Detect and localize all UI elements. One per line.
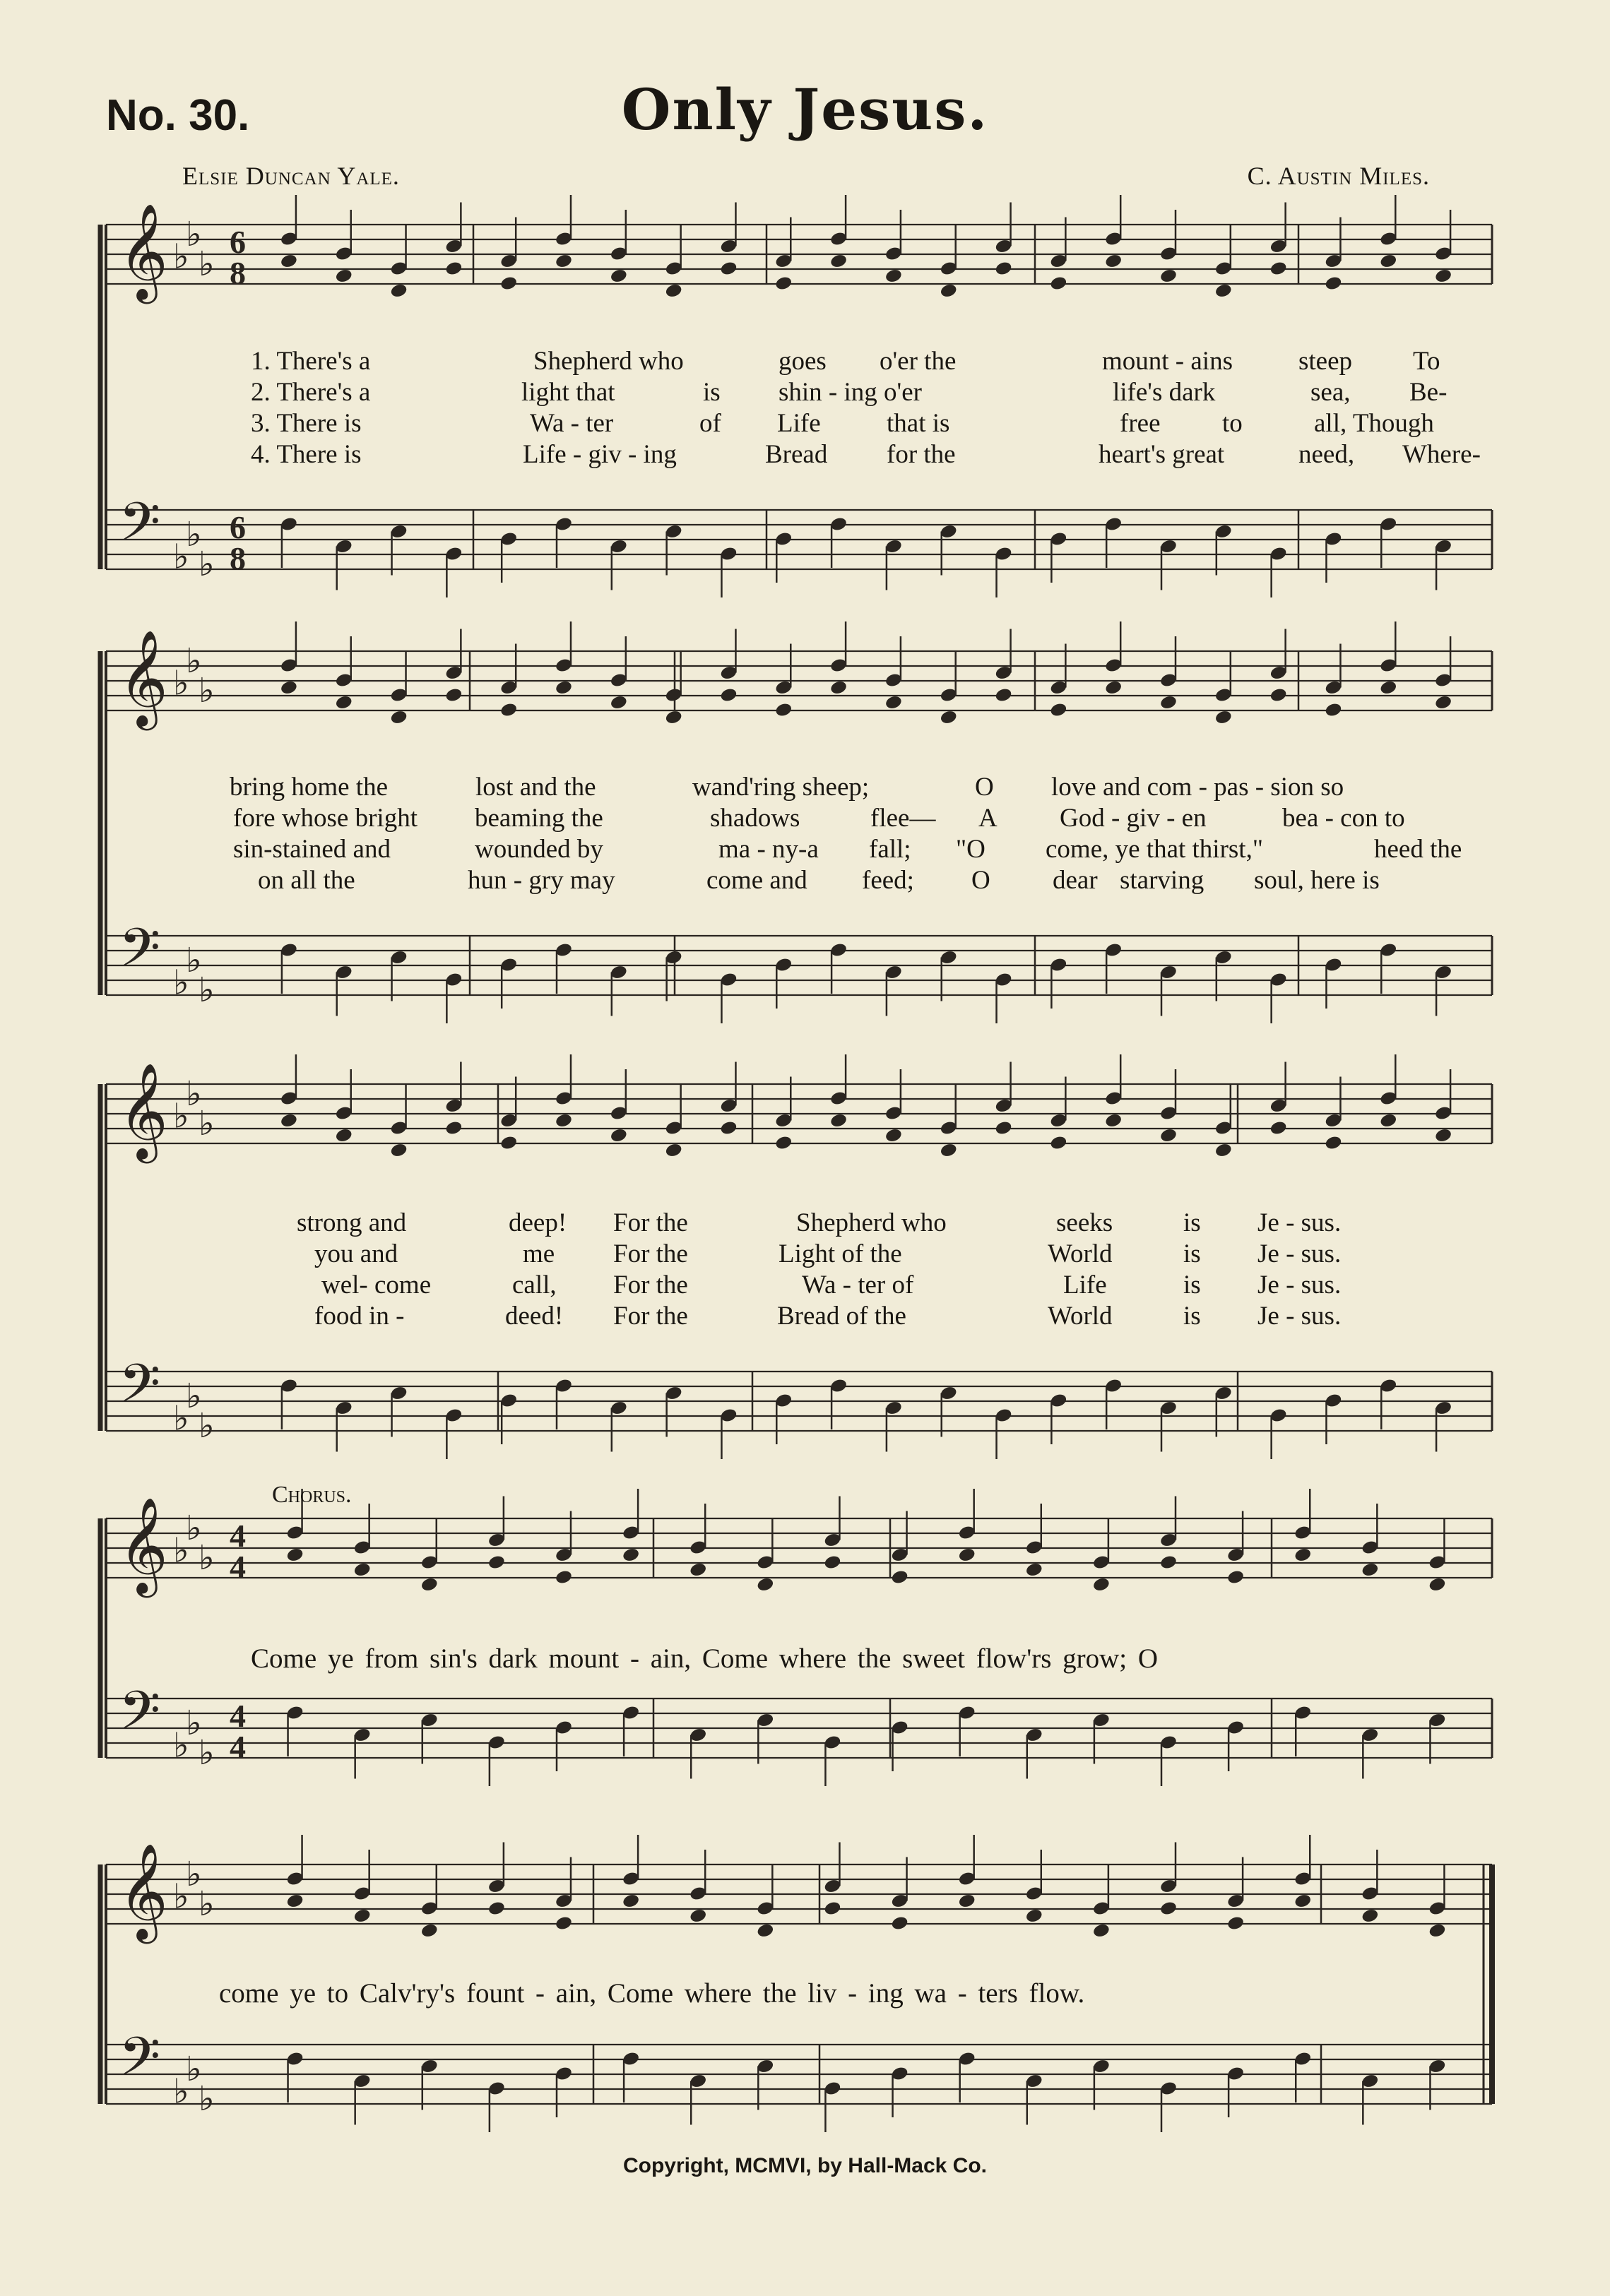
chorus-label: Chorus. xyxy=(272,1482,352,1508)
svg-text:♭: ♭ xyxy=(186,1703,202,1743)
svg-text:𝄢: 𝄢 xyxy=(119,1679,161,1755)
svg-text:♭: ♭ xyxy=(199,1884,215,1924)
svg-text:𝄞: 𝄞 xyxy=(119,202,168,299)
verse-4-line-1: 4. There is Life - giv - ing Bread for the heart's great need, Where- xyxy=(251,440,1481,469)
verse-3-line-3: wel- come call, For the Wa - ter of Life is Je - sus. xyxy=(321,1271,1342,1299)
svg-text:♭: ♭ xyxy=(199,545,215,584)
svg-text:♭: ♭ xyxy=(173,237,189,277)
hymn-title: Only Jesus. xyxy=(621,76,989,143)
svg-text:♭: ♭ xyxy=(186,1376,202,1416)
verse-1-line-3: strong and deep! For the Shepherd who seeks is Je - sus. xyxy=(297,1208,1342,1237)
svg-text:𝄢: 𝄢 xyxy=(119,491,161,566)
svg-text:♭: ♭ xyxy=(186,2050,202,2089)
svg-text:♭: ♭ xyxy=(199,1104,215,1143)
svg-text:♭: ♭ xyxy=(186,941,202,980)
verse-2-line-2: fore whose bright beaming the shadows flee— A God - giv - en bea - con to xyxy=(233,804,1405,833)
verse-4-line-3: food in - deed! For the Bread of the World is Je - sus. xyxy=(314,1302,1342,1331)
svg-text:♭: ♭ xyxy=(173,663,189,703)
hymn-number: No. 30. xyxy=(106,91,250,140)
svg-text:♭: ♭ xyxy=(186,215,202,254)
svg-text:4: 4 xyxy=(230,1729,246,1765)
svg-text:4: 4 xyxy=(230,1518,246,1554)
svg-text:4: 4 xyxy=(230,1549,246,1585)
svg-text:♭: ♭ xyxy=(173,537,189,577)
svg-text:♭: ♭ xyxy=(173,1725,189,1766)
copyright-notice: Copyright, MCMVI, by Hall-Mack Co. xyxy=(622,2154,988,2177)
svg-text:♭: ♭ xyxy=(173,2071,189,2112)
verse-1-line-1: 1. There's a Shepherd who goes o'er the mount - ains steep To xyxy=(251,347,1440,376)
svg-text:4: 4 xyxy=(230,1698,246,1734)
svg-text:♭: ♭ xyxy=(199,1406,215,1446)
svg-text:𝄢: 𝄢 xyxy=(119,2026,161,2101)
svg-text:♭: ♭ xyxy=(186,515,202,554)
svg-text:♭: ♭ xyxy=(186,641,202,681)
svg-text:♭: ♭ xyxy=(173,1398,189,1439)
svg-text:♭: ♭ xyxy=(173,1096,189,1136)
svg-text:♭: ♭ xyxy=(199,970,215,1010)
svg-text:♭: ♭ xyxy=(199,2079,215,2119)
svg-text:𝄞: 𝄞 xyxy=(119,629,168,726)
svg-text:♭: ♭ xyxy=(199,1538,215,1578)
svg-text:𝄞: 𝄞 xyxy=(119,1061,168,1159)
svg-text:𝄢: 𝄢 xyxy=(119,1352,161,1428)
verse-4-line-2: on all the hun - gry may come and feed; O dear starving soul, here is xyxy=(258,866,1380,895)
chorus-line-1: Come ye from sin's dark mount - ain, Come where the sweet flow'rs grow; O xyxy=(251,1643,1159,1674)
svg-text:♭: ♭ xyxy=(173,963,189,1003)
svg-text:𝄢: 𝄢 xyxy=(119,917,161,992)
lyricist-credit: Elsie Duncan Yale. xyxy=(182,162,400,190)
svg-text:♭: ♭ xyxy=(199,671,215,710)
verse-3-line-1: 3. There is Wa - ter of Life that is free to all, Though xyxy=(251,409,1434,438)
svg-text:♭: ♭ xyxy=(173,1876,189,1917)
verse-2-line-1: 2. There's a light that is shin - ing o'er life's dark sea, Be- xyxy=(251,378,1448,407)
chorus-line-2: come ye to Calv'ry's fount - ain, Come where the liv - ing wa - ters flow. xyxy=(219,1978,1085,2009)
svg-text:♭: ♭ xyxy=(186,1074,202,1114)
svg-text:♭: ♭ xyxy=(199,1733,215,1773)
svg-text:8: 8 xyxy=(230,255,246,291)
composer-credit: C. Austin Miles. xyxy=(1247,162,1430,190)
svg-text:♭: ♭ xyxy=(173,1530,189,1571)
svg-text:6: 6 xyxy=(230,224,246,260)
verse-2-line-3: you and me For the Light of the World is Je - sus. xyxy=(314,1239,1342,1268)
svg-text:♭: ♭ xyxy=(186,1855,202,1894)
svg-text:𝄞: 𝄞 xyxy=(119,1496,168,1593)
verse-3-line-2: sin-stained and wounded by ma - ny-a fall; "O come, ye that thirst," heed the xyxy=(233,835,1462,864)
verse-1-line-2: bring home the lost and the wand'ring sheep; O love and com - pas - sion so xyxy=(230,773,1344,802)
svg-text:♭: ♭ xyxy=(186,1509,202,1548)
svg-text:♭: ♭ xyxy=(199,244,215,284)
svg-text:8: 8 xyxy=(230,540,246,576)
svg-text:6: 6 xyxy=(230,509,246,545)
svg-text:𝄞: 𝄞 xyxy=(119,1842,168,1939)
